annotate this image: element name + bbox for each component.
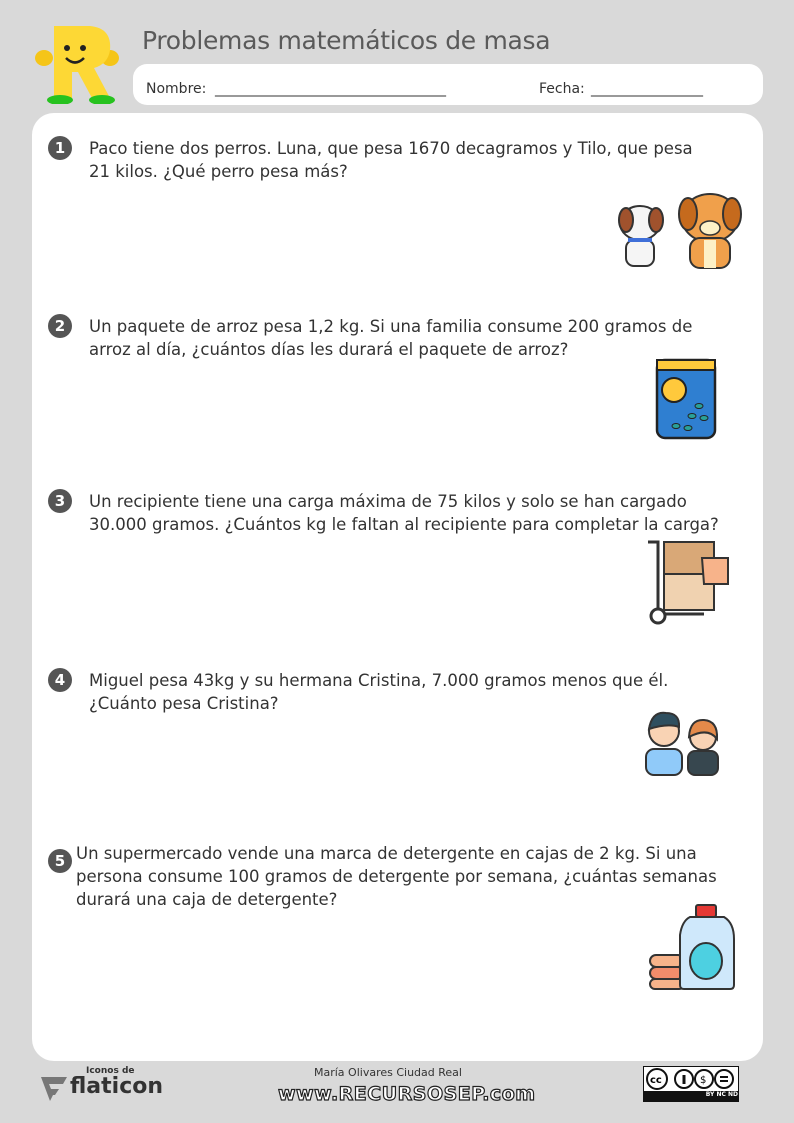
detergent-icon bbox=[646, 903, 736, 993]
recursosep-mascot-logo bbox=[30, 22, 125, 104]
svg-text:$: $ bbox=[700, 1075, 707, 1086]
problem-text: Un recipiente tiene una carga máxima de 75 kilos y solo se han cargado 30.000 gramos. ¿Cuántos kg le faltan al recipiente para completar la carga? bbox=[89, 492, 719, 534]
website-link[interactable]: www.RECURSOSEP.com bbox=[278, 1083, 536, 1105]
problem-number: 1 bbox=[48, 136, 72, 160]
rice-bag-icon bbox=[654, 356, 718, 442]
date-label: Fecha: bbox=[539, 81, 585, 97]
dogs-icon bbox=[614, 188, 748, 270]
problems-card bbox=[32, 113, 763, 1061]
problem-text: Un paquete de arroz pesa 1,2 kg. Si una familia consume 200 gramos de arroz al día, ¿cuántos días les durará el paquete de arroz? bbox=[89, 317, 693, 359]
flaticon-logo: flaticon bbox=[70, 1074, 164, 1099]
problem-number: 5 bbox=[48, 849, 72, 873]
cc-icons bbox=[644, 1067, 738, 1091]
problem-text: Miguel pesa 43kg y su hermana Cristina, 7.000 gramos menos que él. ¿Cuánto pesa Cristina? bbox=[89, 671, 669, 713]
problem-text: Paco tiene dos perros. Luna, que pesa 1670 decagramos y Tilo, que pesa 21 kilos. ¿Qué perro pesa más? bbox=[89, 139, 693, 181]
name-label: Nombre: bbox=[146, 81, 207, 97]
page-title: Problemas matemáticos de masa bbox=[142, 26, 551, 55]
creative-commons-license-badge bbox=[643, 1066, 739, 1102]
problem-number: 3 bbox=[48, 489, 72, 513]
name-date-bar bbox=[133, 64, 763, 105]
siblings-icon bbox=[642, 705, 724, 777]
icons-by-label: Iconos de bbox=[86, 1066, 135, 1076]
svg-text:cc: cc bbox=[650, 1075, 662, 1086]
name-line[interactable]: _________________________________ bbox=[215, 81, 446, 97]
date-line[interactable]: ________________ bbox=[591, 81, 703, 97]
license-label: BY NC ND bbox=[644, 1091, 738, 1101]
problem-number: 4 bbox=[48, 668, 72, 692]
author-label: María Olivares Ciudad Real bbox=[314, 1066, 462, 1079]
flaticon-logo-icon bbox=[41, 1077, 67, 1101]
problem-number: 2 bbox=[48, 314, 72, 338]
problem-text: Un supermercado vende una marca de detergente en cajas de 2 kg. Si una persona consume 100 gramos de detergente por semana, ¿cuántas semanas durará una caja de detergente? bbox=[76, 844, 717, 909]
hand-truck-box-icon bbox=[644, 538, 732, 626]
